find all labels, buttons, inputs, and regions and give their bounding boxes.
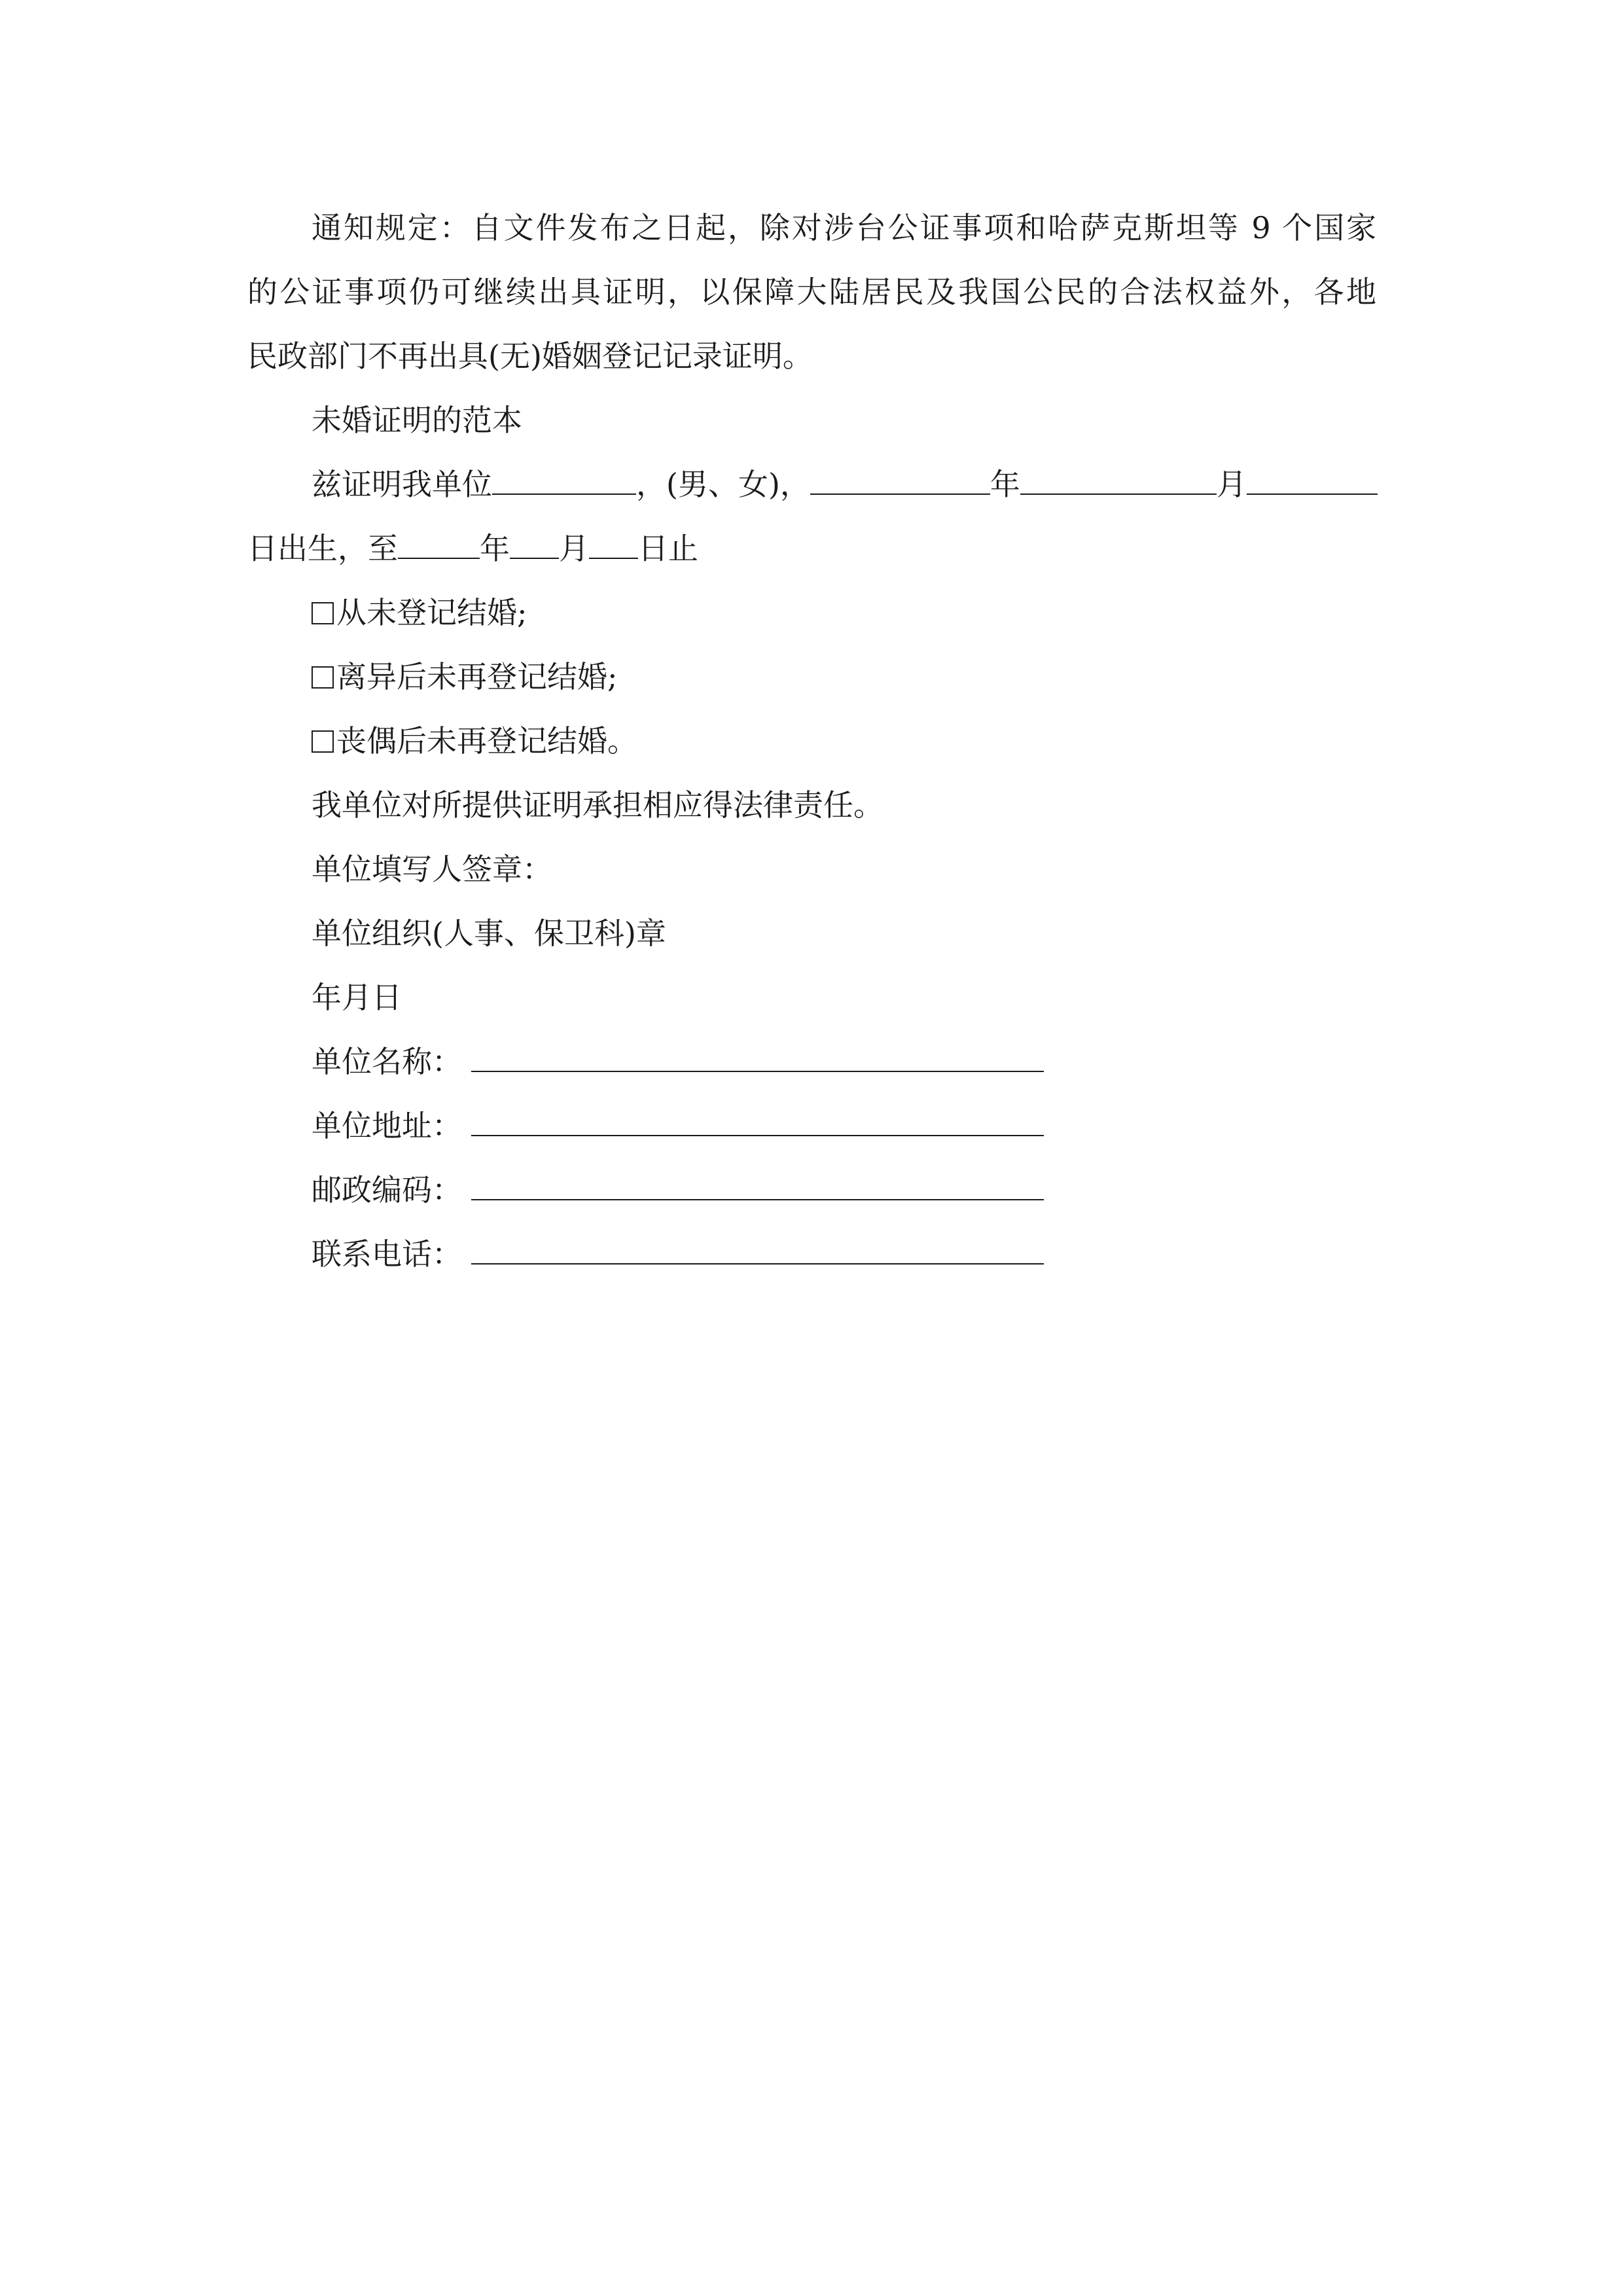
seal-label: 单位组织(人事、保卫科)章: [312, 916, 666, 951]
birth-year-blank[interactable]: [810, 465, 990, 495]
gender-text: ，(男、女)，: [636, 467, 810, 502]
option-label: 丧偶后未再登记结婚。: [336, 723, 637, 759]
notice-line-1: 通知规定：自文件发布之日起，除对涉台公证事项和哈萨克斯坦等 9 个国家: [312, 210, 1376, 245]
year2-label: 年: [480, 531, 510, 566]
checkbox-never-married[interactable]: [312, 602, 334, 624]
checkbox-widowed[interactable]: [312, 730, 334, 753]
field-phone: [312, 1234, 1044, 1274]
option-label: 离异后未再登记结婚;: [336, 659, 618, 694]
birth-day-blank[interactable]: [1247, 465, 1378, 495]
sample-title: 未婚证明的范本: [312, 403, 522, 438]
option-widowed: [312, 721, 637, 761]
notice-line-3: 民政部门不再出具(无)婚姻登记记录证明。: [247, 338, 813, 374]
month2-label: 月: [559, 531, 589, 566]
until-label: 日止: [638, 531, 698, 566]
until-month-blank[interactable]: [510, 529, 559, 559]
field-unit-name: [312, 1042, 1044, 1081]
year-label: 年: [990, 467, 1020, 502]
unit-address-input[interactable]: [471, 1106, 1044, 1136]
date-label: 年月日: [312, 980, 402, 1015]
birth-month-blank[interactable]: [1020, 465, 1217, 495]
liability-statement: 我单位对所提供证明承担相应得法律责任。: [312, 787, 883, 823]
field-label: 联系电话：: [312, 1236, 462, 1272]
field-postal-code: [312, 1170, 1044, 1210]
unit-name-input[interactable]: [471, 1042, 1044, 1072]
until-year-blank[interactable]: [398, 529, 480, 559]
certify-line-2: [247, 529, 698, 568]
month-label: 月: [1216, 467, 1247, 502]
field-label: 单位地址：: [312, 1108, 462, 1143]
notice-line-2: 的公证事项仍可继续出具证明，以保障大陆居民及我国公民的合法权益外，各地: [247, 274, 1376, 310]
postal-code-input[interactable]: [471, 1170, 1044, 1200]
signer-label: 单位填写人签章：: [312, 852, 552, 887]
certify-line-1: [312, 465, 1378, 504]
checkbox-divorced[interactable]: [312, 666, 334, 689]
certify-prefix: 兹证明我单位: [312, 467, 492, 502]
option-divorced: [312, 657, 618, 696]
name-blank[interactable]: [492, 465, 636, 495]
field-label: 邮政编码：: [312, 1172, 462, 1208]
field-unit-address: [312, 1106, 1044, 1145]
field-label: 单位名称：: [312, 1044, 462, 1079]
until-day-blank[interactable]: [589, 529, 638, 559]
option-never-married: [312, 593, 527, 632]
phone-input[interactable]: [471, 1234, 1044, 1265]
birth-until-prefix: 日出生，至: [247, 531, 398, 566]
option-label: 从未登记结婚;: [336, 595, 527, 630]
